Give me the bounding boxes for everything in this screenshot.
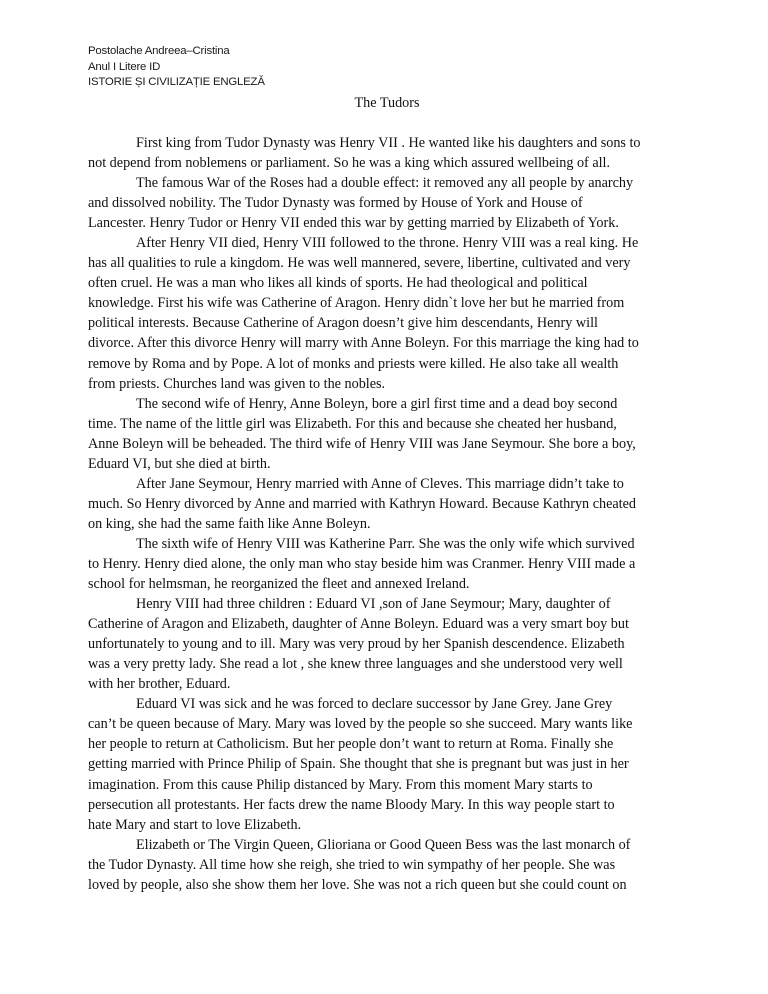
course-name: ISTORIE ȘI CIVILIZAȚIE ENGLEZĂ (88, 76, 265, 88)
text-line: with her brother, Eduard. (88, 676, 231, 693)
document-header (88, 44, 265, 91)
text-line: After Henry VII died, Henry VIII followed to the throne. Henry VIII was a real king. He (136, 235, 639, 252)
text-line: much. So Henry divorced by Anne and married with Kathryn Howard. Because Kathryn cheated (88, 495, 637, 512)
text-line: political interests. Because Catherine of Aragon doesn’t give him descendants, Henry will (88, 315, 598, 332)
text-line: time. The name of the little girl was Elizabeth. For this and because she cheated her husband, (88, 415, 617, 432)
text-line: imagination. From this cause Philip distanced by Mary. From this moment Mary starts to (88, 776, 593, 793)
text-line: Eduard VI, but she died at birth. (88, 455, 271, 472)
text-line: persecution all protestants. Her facts drew the name Bloody Mary. In this way people start to (88, 796, 615, 813)
document-body (88, 133, 678, 895)
text-line: not depend from noblemens or parliament. So he was a king which assured wellbeing of all. (88, 155, 611, 172)
text-line: knowledge. First his wife was Catherine of Aragon. Henry didn`t love her but he married from (88, 295, 625, 312)
text-line: Henry VIII had three children : Eduard VI ,son of Jane Seymour; Mary, daughter of (136, 596, 611, 613)
text-line: loved by people, also she show them her love. She was not a rich queen but she could count on (88, 876, 627, 893)
text-line: The sixth wife of Henry VIII was Katherine Parr. She was the only wife which survived (136, 535, 635, 552)
text-line: unfortunately to young and to ill. Mary was very proud by her Spanish descendence. Elizabeth (88, 636, 625, 653)
text-line: Lancester. Henry Tudor or Henry VII ended this war by getting married by Elizabeth of York. (88, 215, 619, 232)
text-line: has all qualities to rule a kingdom. He was well mannered, severe, libertine, cultivated and very (88, 255, 631, 272)
text-line: The second wife of Henry, Anne Boleyn, bore a girl first time and a dead boy second (136, 395, 618, 412)
text-line: remove by Roma and by Pope. A lot of monks and priests were killed. He also take all wealth (88, 355, 619, 372)
text-line: Anne Boleyn will be beheaded. The third wife of Henry VIII was Jane Seymour. She bore a boy, (88, 435, 636, 452)
text-line: The famous War of the Roses had a double effect: it removed any all people by anarchy (136, 175, 634, 192)
text-line: divorce. After this divorce Henry will marry with Anne Boleyn. For this marriage the king had to (88, 335, 639, 352)
text-line: was a very pretty lady. She read a lot , she knew three languages and she understood very well (88, 656, 623, 673)
author-name: Postolache Andreea–Cristina (88, 45, 230, 57)
text-line: Eduard VI was sick and he was forced to declare successor by Jane Grey. Jane Grey (136, 696, 613, 713)
text-line: First king from Tudor Dynasty was Henry VII . He wanted like his daughters and sons to (136, 135, 641, 151)
text-line: getting married with Prince Philip of Spain. She thought that she is pregnant but was just in her (88, 756, 629, 773)
text-line: After Jane Seymour, Henry married with Anne of Cleves. This marriage didn’t take to (136, 475, 624, 492)
text-line: often cruel. He was a man who likes all kinds of sports. He had theological and political (88, 275, 588, 292)
text-line: school for helmsman, he reorganized the fleet and annexed Ireland. (88, 576, 470, 593)
text-line: the Tudor Dynasty. All time how she reigh, she tried to win sympathy of her people. She was (88, 856, 616, 873)
text-line: her people to return at Catholicism. But her people don’t want to return at Roma. Finally she (88, 736, 614, 753)
text-line: and dissolved nobility. The Tudor Dynasty was formed by House of York and House of (88, 195, 583, 212)
text-line: Catherine of Aragon and Elizabeth, daughter of Anne Boleyn. Eduard was a very smart boy but (88, 616, 629, 633)
text-line: Elizabeth or The Virgin Queen, Glioriana or Good Queen Bess was the last monarch of (136, 836, 631, 853)
study-year: Anul I Litere ID (88, 60, 161, 73)
text-line: to Henry. Henry died alone, the only man who stay beside him was Cranmer. Henry VIII made a (88, 555, 636, 572)
text-line: can’t be queen because of Mary. Mary was loved by the people so she succeed. Mary wants like (88, 716, 633, 733)
document-title: The Tudors (354, 95, 420, 111)
text-line: hate Mary and start to love Elizabeth. (88, 816, 302, 833)
text-line: on king, she had the same faith like Anne Boleyn. (88, 515, 371, 532)
text-line: from priests. Churches land was given to the nobles. (88, 375, 386, 392)
